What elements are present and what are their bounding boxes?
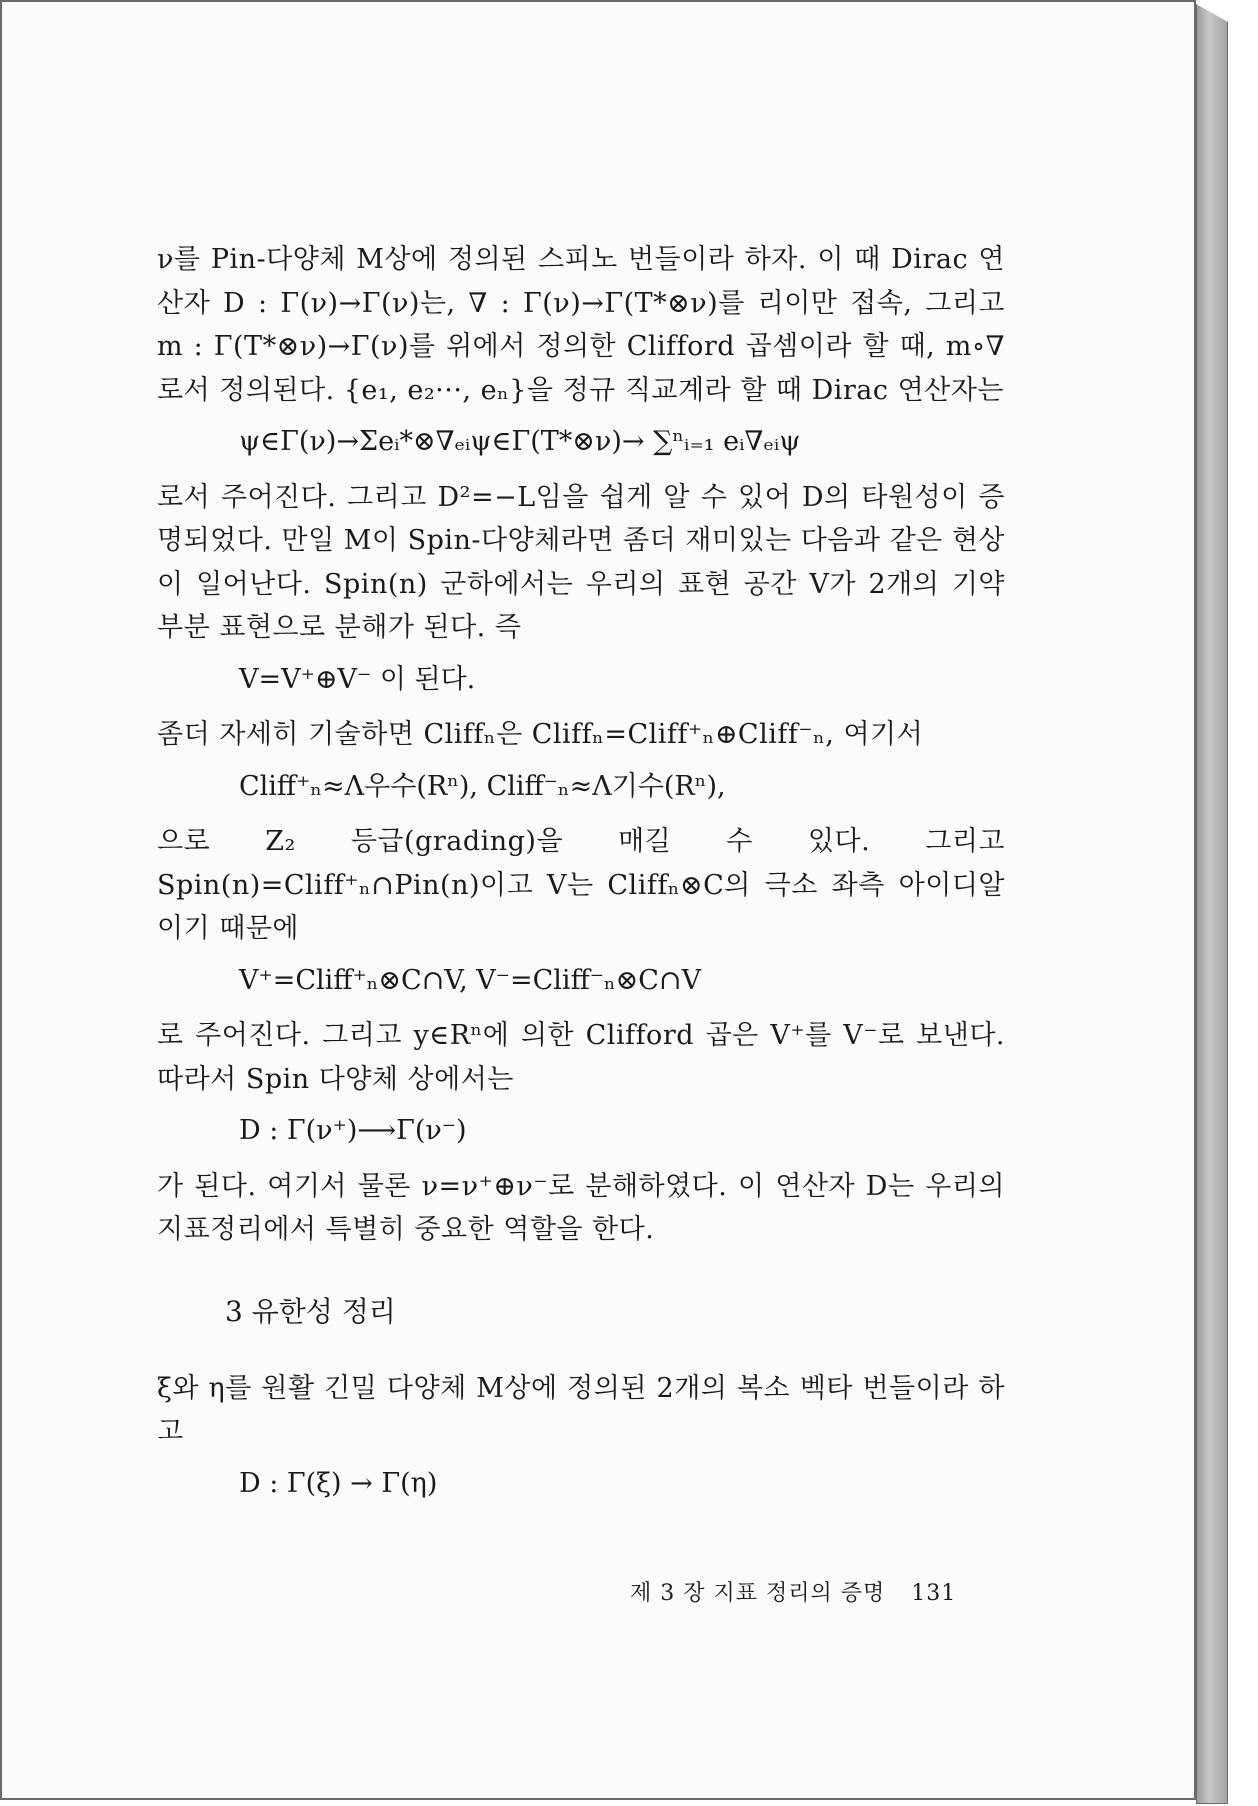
formula-dirac-operator: ψ∈Γ(ν)→Σeᵢ*⊗∇ₑᵢψ∈Γ(T*⊗ν)→ ∑ⁿᵢ₌₁ eᵢ∇ₑᵢψ [239, 426, 801, 457]
formula-cliff-even-odd: Cliff⁺ₙ≈Λ우수(Rⁿ), Cliff⁻ₙ≈Λ기수(Rⁿ), [239, 770, 726, 802]
paragraph-cliff-detail: 좀더 자세히 기술하면 Cliffₙ은 Cliffₙ=Cliff⁺ₙ⊕Cliff⁻ₙ, 여기서 [157, 719, 924, 750]
paragraph-dirac-definition: ν를 Pin-다양체 M상에 정의된 스피노 번들이라 하자. 이 때 Dirac 연산자 D : Γ(ν)→Γ(ν)는, ∇ : Γ(ν)→Γ(T*⊗ν)를 리이만 접속, 그리고 m : Γ(T*⊗ν)→Γ(ν)를 위에서 정의한 Clifford 곱셈이라 할 때, m∘∇로서 정의된다. {e₁, e₂···, eₙ}을 정규 직교계라 할 때 Dirac 연산자는 [157, 244, 1005, 406]
paragraph-index-theorem-role: 가 된다. 여기서 물론 ν=ν⁺⊕ν⁻로 분해하였다. 이 연산자 D는 우리의 지표정리에서 특별히 중요한 역할을 한다. [157, 1170, 1005, 1245]
formula-d-xi-eta: D : Γ(ξ) → Γ(η) [239, 1467, 438, 1499]
paragraph-ellipticity: 로서 주어진다. 그리고 D²=−L임을 쉽게 알 수 있어 D의 타원성이 증명되었다. 만일 M이 Spin-다양체라면 좀더 재미있는 다음과 같은 현상이 일어난다. Spin(n) 군하에서는 우리의 표현 공간 V가 2개의 기약 부분 표현으로 분해가 된다. 즉 [157, 481, 1005, 643]
page-number: 131 [911, 1581, 957, 1606]
page-stack-edge [1196, 4, 1228, 1804]
paragraph-z2-grading: 으로 Z₂ 등급(grading)을 매길 수 있다. 그리고 Spin(n)=Cliff⁺ₙ∩Pin(n)이고 V는 Cliffₙ⊗C의 극소 좌측 아이디알이기 때문에 [157, 826, 1005, 944]
page-footer [630, 1576, 956, 1607]
page-content [157, 238, 1005, 1517]
paragraph-clifford-product: 로 주어진다. 그리고 y∈Rⁿ에 의한 Clifford 곱은 V⁺를 V⁻로 보낸다. 따라서 Spin 다양체 상에서는 [157, 1020, 1005, 1095]
footer-chapter-title: 제 3 장 지표 정리의 증명 [630, 1581, 886, 1606]
paragraph-vector-bundles: ξ와 η를 원활 긴밀 다양체 M상에 정의된 2개의 복소 벡타 번들이라 하고 [157, 1372, 1005, 1447]
formula-v-plus-minus: V⁺=Cliff⁺ₙ⊗C∩V, V⁻=Cliff⁻ₙ⊗C∩V [239, 964, 702, 996]
section-heading: 3 유한성 정리 [225, 1294, 396, 1328]
formula-d-spin: D : Γ(ν⁺)⟶Γ(ν⁻) [239, 1115, 467, 1146]
formula-v-decomposition: V=V⁺⊕V⁻ 이 된다. [239, 663, 476, 695]
